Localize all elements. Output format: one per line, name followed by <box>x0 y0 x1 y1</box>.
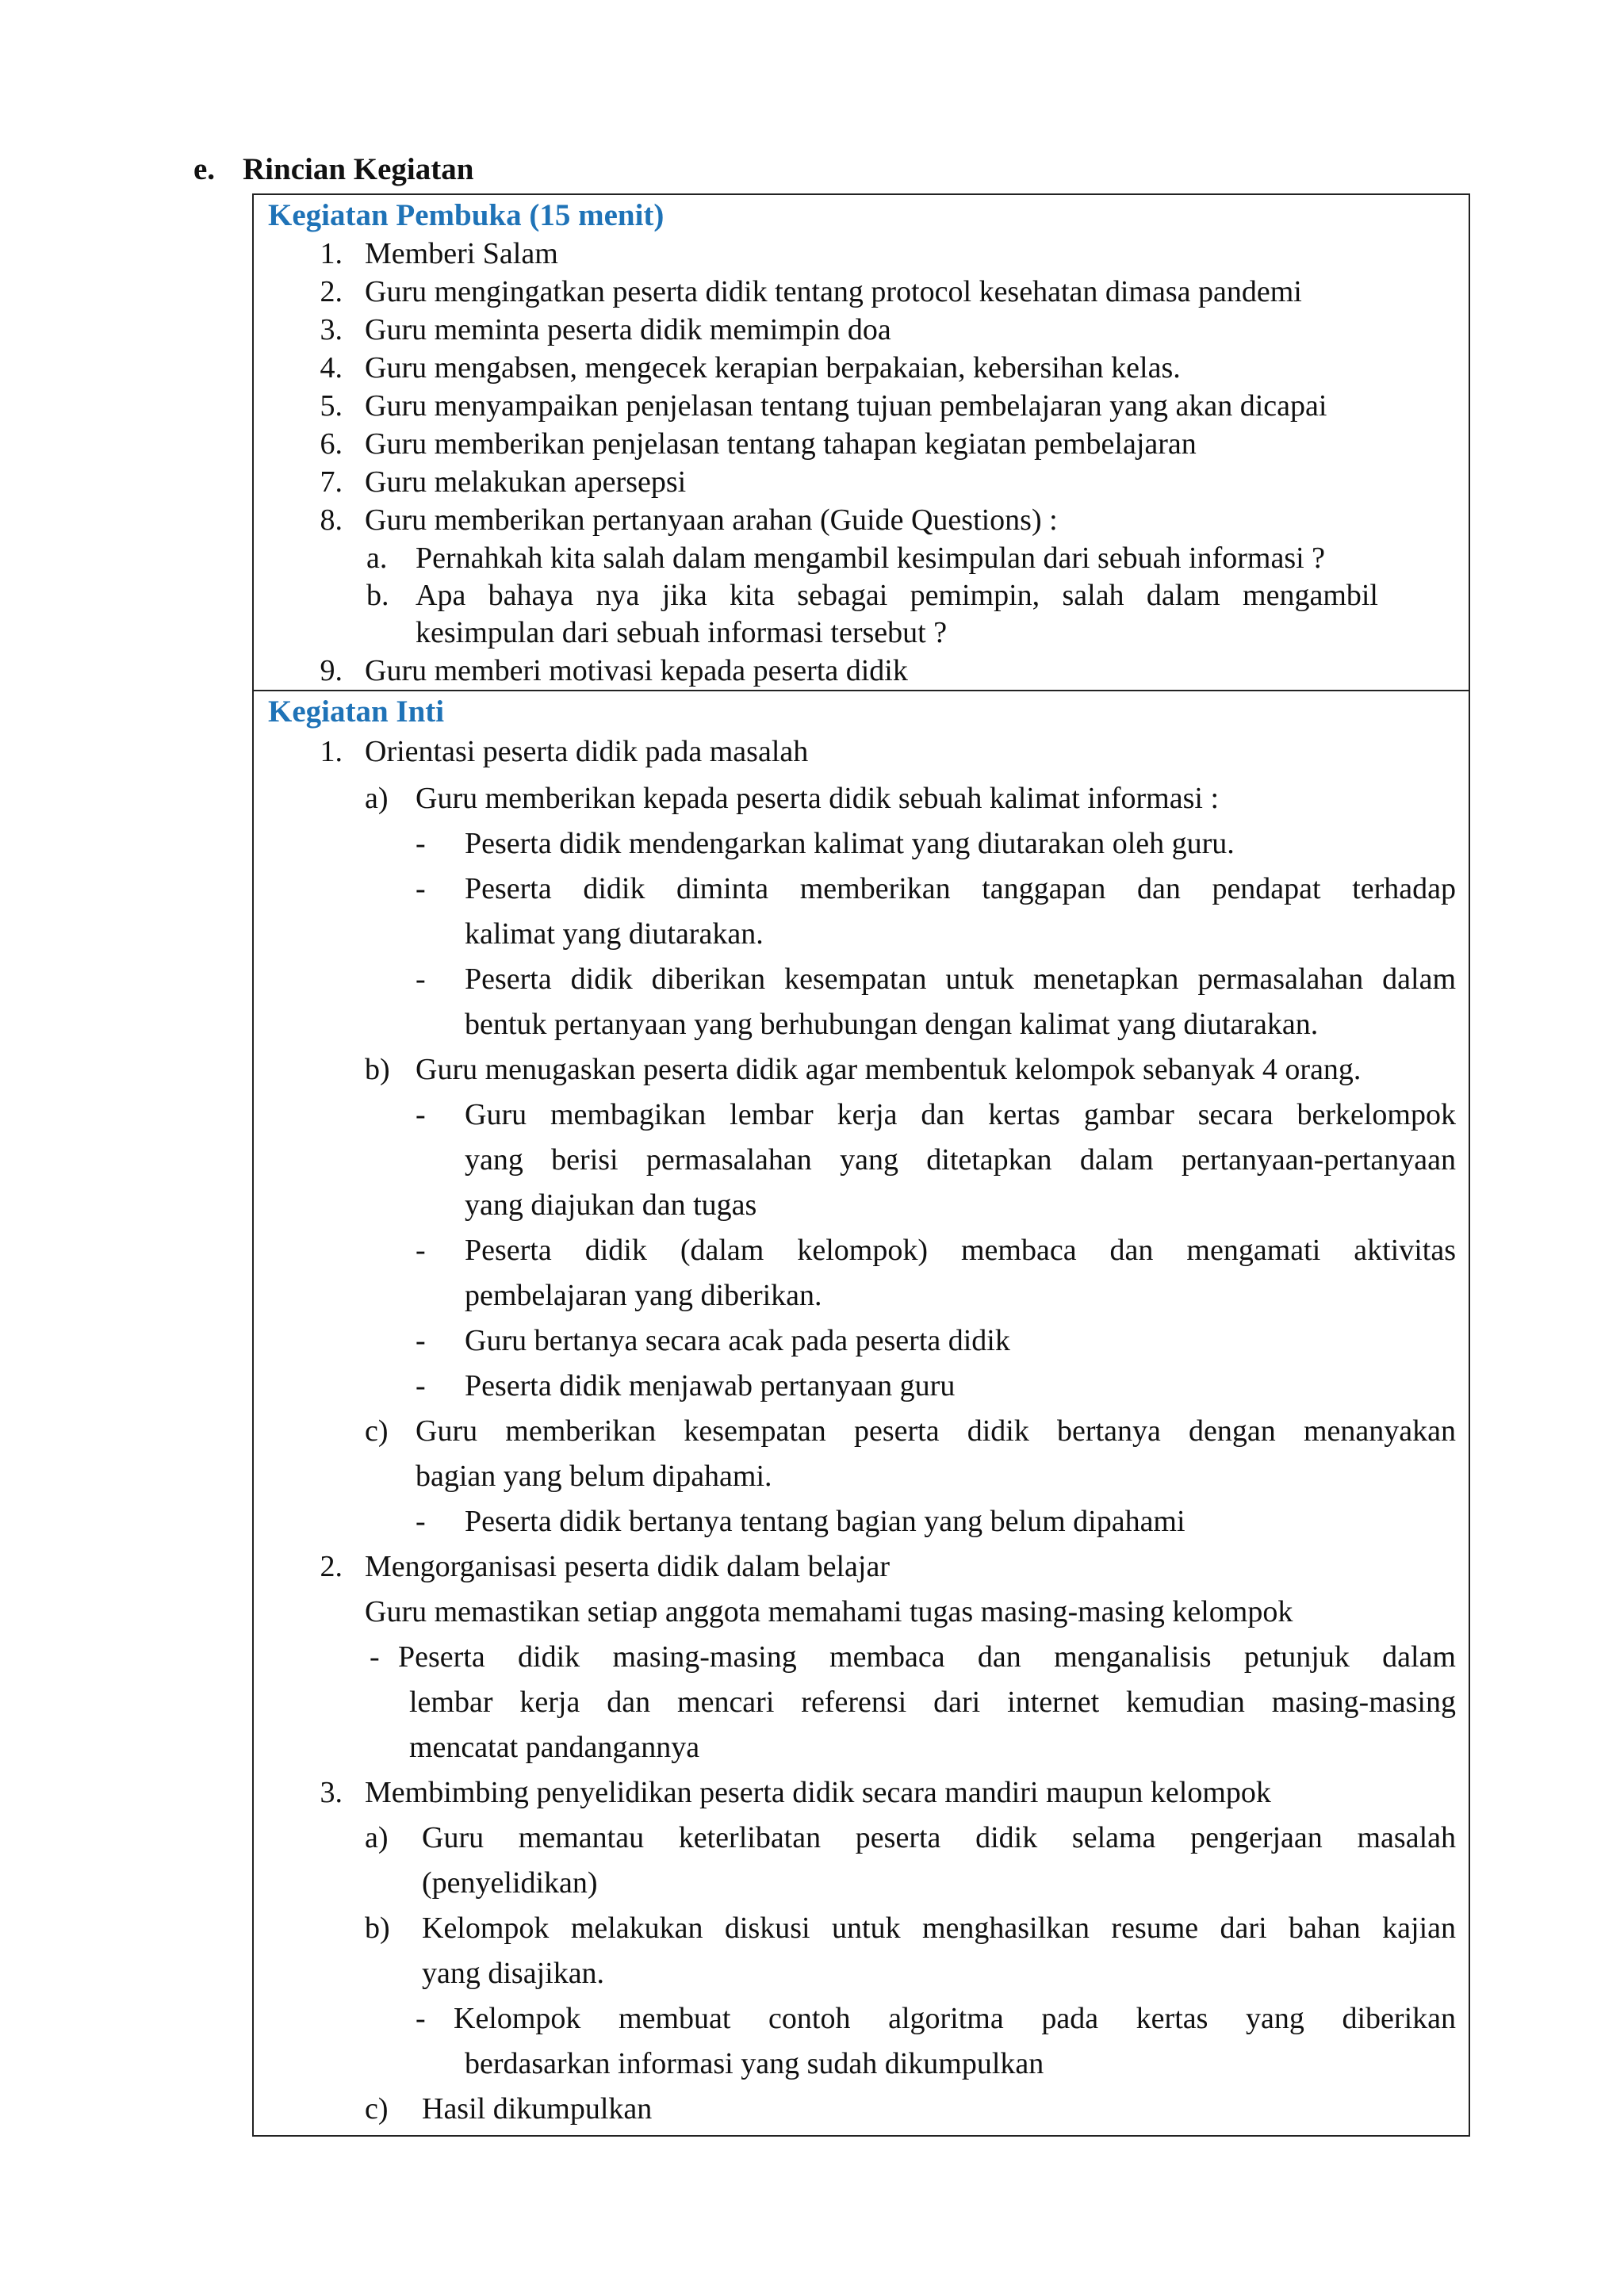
dash-item-continued: yang berisi permasalahan yang ditetapkan dalam pertanyaan-pertanyaan <box>465 1143 1456 1177</box>
list-item: Orientasi peserta didik pada masalah <box>365 735 809 768</box>
sub-item-continued: bagian yang belum dipahami. <box>416 1460 772 1493</box>
section-marker: e. <box>193 152 216 186</box>
dash-item-continued: lembar kerja dan mencari referensi dari internet kemudian masing-masing <box>409 1686 1456 1719</box>
sub-item: Kelompok melakukan diskusi untuk menghasilkan resume dari bahan kajian <box>422 1911 1456 1945</box>
dash-bullet: - <box>416 827 426 860</box>
section-title: Rincian Kegiatan <box>243 152 474 186</box>
dash-item-continued: yang diajukan dan tugas <box>465 1188 757 1222</box>
dash-item: Kelompok membuat contoh algoritma pada kertas yang diberikan <box>454 2002 1456 2035</box>
sub-letter: b. <box>366 579 389 612</box>
inti-title: Kegiatan Inti <box>268 695 445 729</box>
dash-bullet: - <box>416 872 426 905</box>
dash-bullet: - <box>416 1098 426 1131</box>
sub-item: Guru memberikan kepada peserta didik sebuah kalimat informasi : <box>416 782 1220 815</box>
list-item: Membimbing penyelidikan peserta didik secara mandiri maupun kelompok <box>365 1776 1271 1809</box>
dash-item: Guru bertanya secara acak pada peserta didik <box>465 1324 1010 1357</box>
sub-item-continued: (penyelidikan) <box>422 1866 598 1900</box>
sub-item: Guru menugaskan peserta didik agar membentuk kelompok sebanyak 4 orang. <box>416 1053 1362 1086</box>
dash-item: Peserta didik diminta memberikan tanggapan dan pendapat terhadap <box>465 872 1456 905</box>
dash-bullet: - <box>416 1369 426 1402</box>
dash-bullet: - <box>416 1234 426 1267</box>
sub-item: Apa bahaya nya jika kita sebagai pemimpin, salah dalam mengambil <box>416 579 1378 612</box>
sub-letter: a) <box>365 1821 389 1854</box>
dash-item: Peserta didik bertanya tentang bagian yang belum dipahami <box>465 1505 1185 1538</box>
dash-bullet: - <box>416 962 426 996</box>
dash-bullet: - <box>370 1640 380 1674</box>
list-number: 6. <box>320 427 343 461</box>
dash-item: Peserta didik menjawab pertanyaan guru <box>465 1369 956 1402</box>
dash-item: Peserta didik masing-masing membaca dan menganalisis petunjuk dalam <box>398 1640 1456 1674</box>
list-number: 9. <box>320 654 343 687</box>
sub-item: Guru memberikan kesempatan peserta didik bertanya dengan menanyakan <box>416 1414 1456 1448</box>
list-item: Guru mengingatkan peserta didik tentang protocol kesehatan dimasa pandemi <box>365 275 1302 308</box>
list-number: 8. <box>320 503 343 537</box>
list-item: Guru memberikan pertanyaan arahan (Guide Questions) : <box>365 503 1058 537</box>
paragraph: Guru memastikan setiap anggota memahami tugas masing-masing kelompok <box>365 1595 1293 1628</box>
dash-item: Peserta didik diberikan kesempatan untuk menetapkan permasalahan dalam <box>465 962 1456 996</box>
list-item: Guru melakukan apersepsi <box>365 465 687 499</box>
section-heading <box>193 151 473 189</box>
dash-item-continued: mencatat pandangannya <box>409 1731 700 1764</box>
list-number: 3. <box>320 313 343 346</box>
list-number: 4. <box>320 351 343 385</box>
dash-item: Peserta didik (dalam kelompok) membaca dan mengamati aktivitas <box>465 1234 1456 1267</box>
list-number: 5. <box>320 389 343 423</box>
list-item: Guru meminta peserta didik memimpin doa <box>365 313 891 346</box>
list-number: 1. <box>320 237 343 270</box>
sub-letter: b) <box>365 1053 390 1086</box>
list-item: Guru menyampaikan penjelasan tentang tujuan pembelajaran yang akan dicapai <box>365 389 1327 423</box>
dash-item-continued: bentuk pertanyaan yang berhubungan dengan kalimat yang diutarakan. <box>465 1008 1319 1041</box>
list-item: Mengorganisasi peserta didik dalam belajar <box>365 1550 890 1583</box>
list-number: 7. <box>320 465 343 499</box>
pembuka-title: Kegiatan Pembuka (15 menit) <box>268 198 665 232</box>
list-item: Memberi Salam <box>365 237 558 270</box>
dash-bullet: - <box>416 1324 426 1357</box>
list-number: 1. <box>320 735 343 768</box>
sub-item-continued: kesimpulan dari sebuah informasi tersebut ? <box>416 616 948 649</box>
list-number: 2. <box>320 275 343 308</box>
sub-letter: c) <box>365 2092 389 2126</box>
sub-item: Pernahkah kita salah dalam mengambil kesimpulan dari sebuah informasi ? <box>416 541 1326 575</box>
list-item: Guru memberi motivasi kepada peserta didik <box>365 654 908 687</box>
list-number: 3. <box>320 1776 343 1809</box>
sub-item: Guru memantau keterlibatan peserta didik selama pengerjaan masalah <box>422 1821 1456 1854</box>
sub-letter: c) <box>365 1414 389 1448</box>
list-item: Guru mengabsen, mengecek kerapian berpakaian, kebersihan kelas. <box>365 351 1181 385</box>
dash-item: Peserta didik mendengarkan kalimat yang diutarakan oleh guru. <box>465 827 1235 860</box>
sub-letter: a. <box>366 541 388 575</box>
list-number: 2. <box>320 1550 343 1583</box>
dash-item: Guru membagikan lembar kerja dan kertas gambar secara berkelompok <box>465 1098 1456 1131</box>
dash-item-continued: kalimat yang diutarakan. <box>465 917 764 951</box>
list-item: Guru memberikan penjelasan tentang tahapan kegiatan pembelajaran <box>365 427 1197 461</box>
sub-item: Hasil dikumpulkan <box>422 2092 653 2126</box>
dash-item-continued: pembelajaran yang diberikan. <box>465 1279 822 1312</box>
dash-bullet: - <box>416 2002 426 2035</box>
dash-item-continued: berdasarkan informasi yang sudah dikumpulkan <box>465 2047 1044 2080</box>
dash-bullet: - <box>416 1505 426 1538</box>
sub-item-continued: yang disajikan. <box>422 1957 605 1990</box>
sub-letter: a) <box>365 782 389 815</box>
sub-letter: b) <box>365 1911 390 1945</box>
